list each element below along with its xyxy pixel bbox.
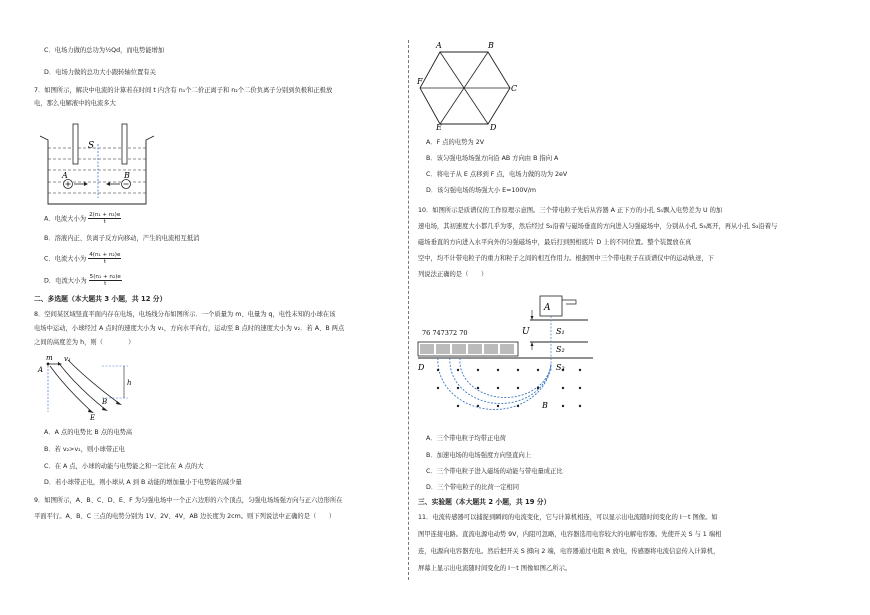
label-b: B xyxy=(542,401,548,410)
field-lines-figure xyxy=(36,352,156,424)
fraction-numerator: 2(n₁ + n₂)e xyxy=(89,212,121,218)
section-multiple-choice: 二、多选题（本大题共 3 小题，共 12 分） xyxy=(34,295,167,303)
label-s2: S₂ xyxy=(556,345,565,354)
q7-option-b: B．溶液内正、负离子反方向移动，产生的电流相互抵消 xyxy=(44,235,200,242)
fraction xyxy=(88,252,121,265)
q7-option-d-prefix: D．电流大小为 xyxy=(44,277,87,285)
q9-option-b: B．该匀强电场场强方向沿 AB 方向由 B 指向 A xyxy=(426,155,559,162)
label-a: A xyxy=(62,171,68,180)
label-s1: S₁ xyxy=(556,327,565,336)
fraction-numerator: 4(n₁ + n₂)e xyxy=(89,252,121,258)
q7-option-c xyxy=(44,252,121,265)
q7-option-a-prefix: A．电流大小为 xyxy=(44,215,87,223)
q10-option-c: C．三个带电粒子进入磁场的动能与带电量成正比 xyxy=(426,468,563,475)
q10-option-b: B．加速电场的电场强度方向竖直向上 xyxy=(426,452,532,459)
fraction-denominator: t xyxy=(103,259,106,265)
column-divider xyxy=(408,40,409,580)
q10-option-a: A．三个带电粒子均带正电荷 xyxy=(426,435,506,442)
mass-spectrometer-figure xyxy=(418,292,598,418)
fraction-numerator: 5(n₁ + n₂)e xyxy=(89,274,121,280)
q8-option-a: A．A 点的电势比 B 点的电势高 xyxy=(44,429,133,436)
q9-option-c: C．将电子从 E 点移到 F 点，电场力做的功为 2eV xyxy=(426,171,568,178)
label-e: E xyxy=(90,414,96,422)
q11-stem-line1: 11．电流传感器可以捕捉到瞬间的电流变化，它与计算机相连，可以显示出电流随时间变化的 I－t 图像。如 xyxy=(418,514,718,521)
q9-option-d: D．该匀强电场的场强大小 E=100V/m xyxy=(426,187,536,194)
q7-option-d xyxy=(44,274,122,287)
label-u: U xyxy=(522,327,530,337)
q10-stem-line5: 列说法正确的是（ ） xyxy=(418,271,488,278)
label-h: h xyxy=(127,379,132,387)
label-a: A xyxy=(544,303,551,313)
q11-stem-line3: 连，电源向电容器充电。然后把开关 S 掷向 2 端，电容器通过电阻 R 放电，传感器将电流信息传入计算机， xyxy=(418,548,720,555)
q8-stem-line2: 电场中运动，小球经过 A 点时的速度大小为 v₁，方向水平向右，运动至 B 点时的速度大小为 v₂．若 A、B 两点 xyxy=(34,325,345,332)
q10-stem-line1: 10．如图所示是质谱仪的工作原理示意图。三个带电粒子先后从容器 A 正下方的小孔 S₁飘入电势差为 U 的加 xyxy=(418,207,723,214)
q6-option-c: C．电场力做的总功为½Qd，而电势能增加 xyxy=(44,47,165,54)
vertex-e: E xyxy=(436,123,442,132)
fraction-denominator: t xyxy=(103,219,106,225)
electrolysis-tank-figure xyxy=(38,118,158,206)
right-column xyxy=(418,0,848,615)
vertex-f: F xyxy=(417,77,423,86)
vertex-b: B xyxy=(488,41,494,50)
label-a: A xyxy=(38,366,44,374)
fraction-denominator: t xyxy=(104,281,107,287)
fraction xyxy=(89,274,122,287)
fraction xyxy=(88,212,121,225)
section-experiment: 三、实验题（本大题共 2 小题，共 19 分） xyxy=(418,498,551,506)
hexagon-figure xyxy=(418,38,518,130)
q8-option-c: C．在 A 点，小球的动能与电势能之和一定比在 A 点的大 xyxy=(44,463,204,470)
vertex-a: A xyxy=(436,41,442,50)
q7-option-a xyxy=(44,212,121,225)
q9-option-a: A．F 点的电势为 2V xyxy=(426,139,485,146)
q8-stem-line1: 8．空间某区域竖直平面内存在电场，电场线分布如图所示．一个质量为 m、电量为 q，电性未知的小球在该 xyxy=(34,311,336,318)
label-v1: v₁ xyxy=(64,355,71,363)
q7-option-c-prefix: C．电流大小为 xyxy=(44,255,87,263)
label-d: D xyxy=(418,363,425,372)
label-s: S xyxy=(88,141,95,151)
left-column xyxy=(30,0,402,615)
q11-stem-line2: 图甲连接电路。直流电源电动势 9V，内阻可忽略，电容器选用电容较大的电解电容器。先使开关 S 与 1 端相 xyxy=(418,531,722,538)
vertex-c: C xyxy=(511,84,518,93)
q10-stem-line2: 速电场，其初速度大小都几乎为零，然后经过 S₃沿着与磁场垂直的方向进入匀强磁场中，分别从小孔 S₃离开，再从小孔 S₃沿着与 xyxy=(418,223,778,230)
q6-option-d: D．电场力做的总功大小跟转轴位置有关 xyxy=(44,69,156,76)
q9-stem-line1: 9．如图所示，A、B、C、D、E、F 为匀强电场中一个正六边形的六个顶点，匀强电场场强方向与正六边形所在 xyxy=(34,497,343,504)
q10-option-d: D．三个带电粒子的比荷一定相同 xyxy=(426,484,520,491)
q10-stem-line4: 空中，均不计带电粒子的重力和粒子之间的相互作用力。根据图中三个带电粒子在质谱仪中的运动轨迹，下 xyxy=(418,255,714,262)
vertex-d: D xyxy=(490,123,497,132)
q8-option-d: D．若小球带正电，则小球从 A 到 B 动能的增加量小于电势能的减少量 xyxy=(44,479,242,486)
scale-label: 76 747372 70 xyxy=(422,329,468,337)
label-b: B xyxy=(102,398,108,406)
q8-option-b: B．若 v₂>v₁，则小球带正电 xyxy=(44,446,125,453)
q8-stem-line3: 之间的高度差为 h，则（ ） xyxy=(34,339,135,346)
label-s3: S₃ xyxy=(556,363,565,372)
q11-stem-line4: 屏幕上显示出电流随时间变化的 I－t 图像如图乙所示。 xyxy=(418,565,572,572)
q7-stem-line1: 7．如图所示，解决中电流的计算若在时间 t 内含有 n₁个二价正离子和 n₂个二价负离子分别到负极和正极放 xyxy=(34,87,333,94)
q9-stem-line2: 平面平行。A、B、C 三点的电势分别为 1V、2V、4V，AB 边长度为 2cm。则下列说法中正确的是（ ） xyxy=(34,513,336,520)
q10-stem-line3: 磁场垂直的方向进入水平向外的匀强磁场中，最后打到照相底片 D 上的不同位置。整个装置放在真 xyxy=(418,239,692,246)
label-m: m xyxy=(46,354,53,362)
q7-stem-line2: 电，那么电解液中的电流多大 xyxy=(34,100,116,107)
label-b: B xyxy=(124,171,130,180)
